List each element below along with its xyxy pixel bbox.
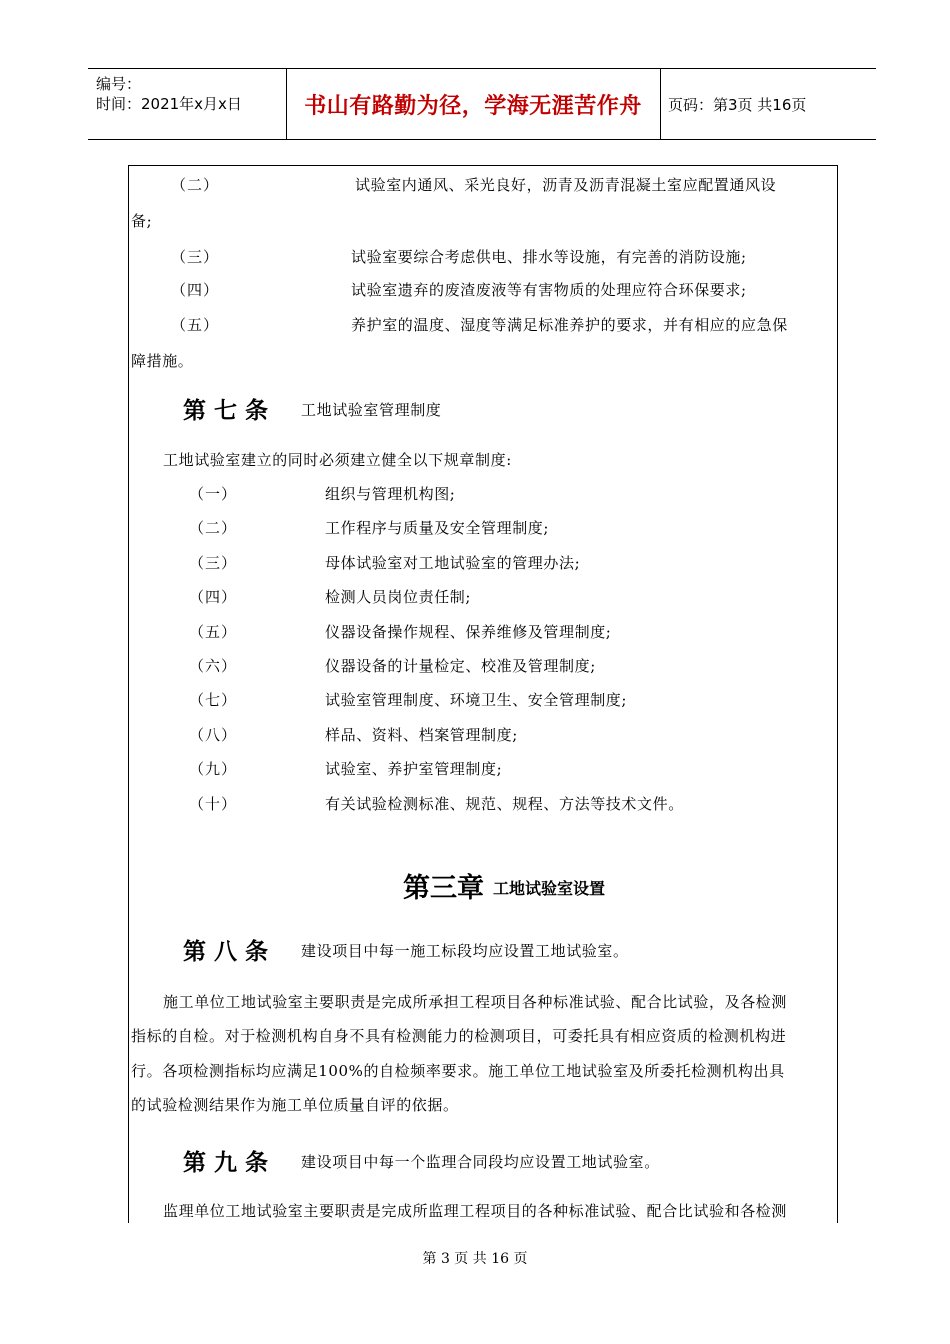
chapter-heading: 第三章 bbox=[403, 873, 484, 904]
list-item-text: 试验室遗弃的废渣废液等有害物质的处理应符合环保要求; bbox=[351, 281, 747, 299]
rule-item-label: （九） bbox=[189, 760, 238, 778]
article-7-heading: 第七条 bbox=[183, 398, 276, 424]
rule-item-label: （四） bbox=[189, 588, 238, 606]
rule-item-label: （六） bbox=[189, 657, 238, 675]
rule-item-text: 组织与管理机构图; bbox=[325, 485, 456, 503]
rule-item-text: 检测人员岗位责任制; bbox=[325, 588, 472, 606]
rule-item-label: （七） bbox=[189, 691, 238, 709]
header-motto: 书山有路勤为径，学海无涯苦作舟 bbox=[304, 94, 642, 119]
header-motto-cell bbox=[286, 69, 661, 139]
paragraph-line: 行。各项检测指标均应满足100%的自检频率要求。施工单位工地试验室及所委托检测机构出具 bbox=[131, 1062, 785, 1080]
header-page-cell bbox=[660, 69, 876, 139]
list-item-label: （二） bbox=[171, 176, 220, 194]
list-item-continuation: 备; bbox=[131, 212, 153, 230]
list-item-label: （五） bbox=[171, 316, 220, 334]
article-9-text: 建设项目中每一个监理合同段均应设置工地试验室。 bbox=[301, 1153, 660, 1171]
list-item-text: 试验室要综合考虑供电、排水等设施，有完善的消防设施; bbox=[351, 248, 747, 266]
list-item-text: 试验室内通风、采光良好，沥青及沥青混凝土室应配置通风设 bbox=[355, 176, 777, 194]
rule-item-text: 仪器设备的计量检定、校准及管理制度; bbox=[325, 657, 596, 675]
rule-item-text: 母体试验室对工地试验室的管理办法; bbox=[325, 554, 581, 572]
list-item-label: （四） bbox=[171, 281, 220, 299]
rule-item-label: （一） bbox=[189, 485, 238, 503]
header-page-number: 页码：第3页 共16页 bbox=[668, 96, 807, 114]
rule-item-text: 试验室、养护室管理制度; bbox=[325, 760, 503, 778]
rule-item-label: （二） bbox=[189, 519, 238, 537]
page-header bbox=[88, 68, 876, 140]
content-frame bbox=[128, 165, 838, 1223]
rule-item-label: （三） bbox=[189, 554, 238, 572]
article-9-heading: 第九条 bbox=[183, 1150, 276, 1176]
paragraph-line: 指标的自检。对于检测机构自身不具有检测能力的检测项目，可委托具有相应资质的检测机构进 bbox=[131, 1027, 787, 1045]
page-footer: 第 3 页 共 16 页 bbox=[422, 1251, 528, 1267]
rule-item-label: （八） bbox=[189, 726, 238, 744]
rule-item-label: （十） bbox=[189, 795, 238, 813]
rule-item-text: 样品、资料、档案管理制度; bbox=[325, 726, 518, 744]
rule-item-text: 工作程序与质量及安全管理制度; bbox=[325, 519, 550, 537]
rule-item-text: 仪器设备操作规程、保养维修及管理制度; bbox=[325, 623, 612, 641]
list-item-continuation: 障措施。 bbox=[131, 352, 194, 370]
list-item-text: 养护室的温度、湿度等满足标准养护的要求，并有相应的应急保 bbox=[351, 316, 788, 334]
document-number-label: 编号： bbox=[96, 75, 142, 93]
rule-item-label: （五） bbox=[189, 623, 238, 641]
document-time-label: 时间：2021年x月x日 bbox=[96, 95, 242, 113]
paragraph-line: 的试验检测结果作为施工单位质量自评的依据。 bbox=[131, 1096, 459, 1114]
paragraph-line: 施工单位工地试验室主要职责是完成所承担工程项目各种标准试验、配合比试验，及各检测 bbox=[163, 993, 788, 1011]
rule-item-text: 试验室管理制度、环境卫生、安全管理制度; bbox=[325, 691, 628, 709]
article-8-heading: 第八条 bbox=[183, 939, 276, 965]
paragraph-line: 监理单位工地试验室主要职责是完成所监理工程项目的各种标准试验、配合比试验和各检测 bbox=[163, 1202, 788, 1220]
article-8-text: 建设项目中每一施工标段均应设置工地试验室。 bbox=[301, 942, 629, 960]
list-item-label: （三） bbox=[171, 248, 220, 266]
article-7-subtitle: 工地试验室管理制度 bbox=[301, 401, 442, 419]
article-7-intro: 工地试验室建立的同时必须建立健全以下规章制度: bbox=[163, 451, 512, 469]
rule-item-text: 有关试验检测标准、规范、规程、方法等技术文件。 bbox=[325, 795, 684, 813]
chapter-subtitle: 工地试验室设置 bbox=[493, 879, 606, 898]
header-meta-cell bbox=[88, 69, 287, 139]
